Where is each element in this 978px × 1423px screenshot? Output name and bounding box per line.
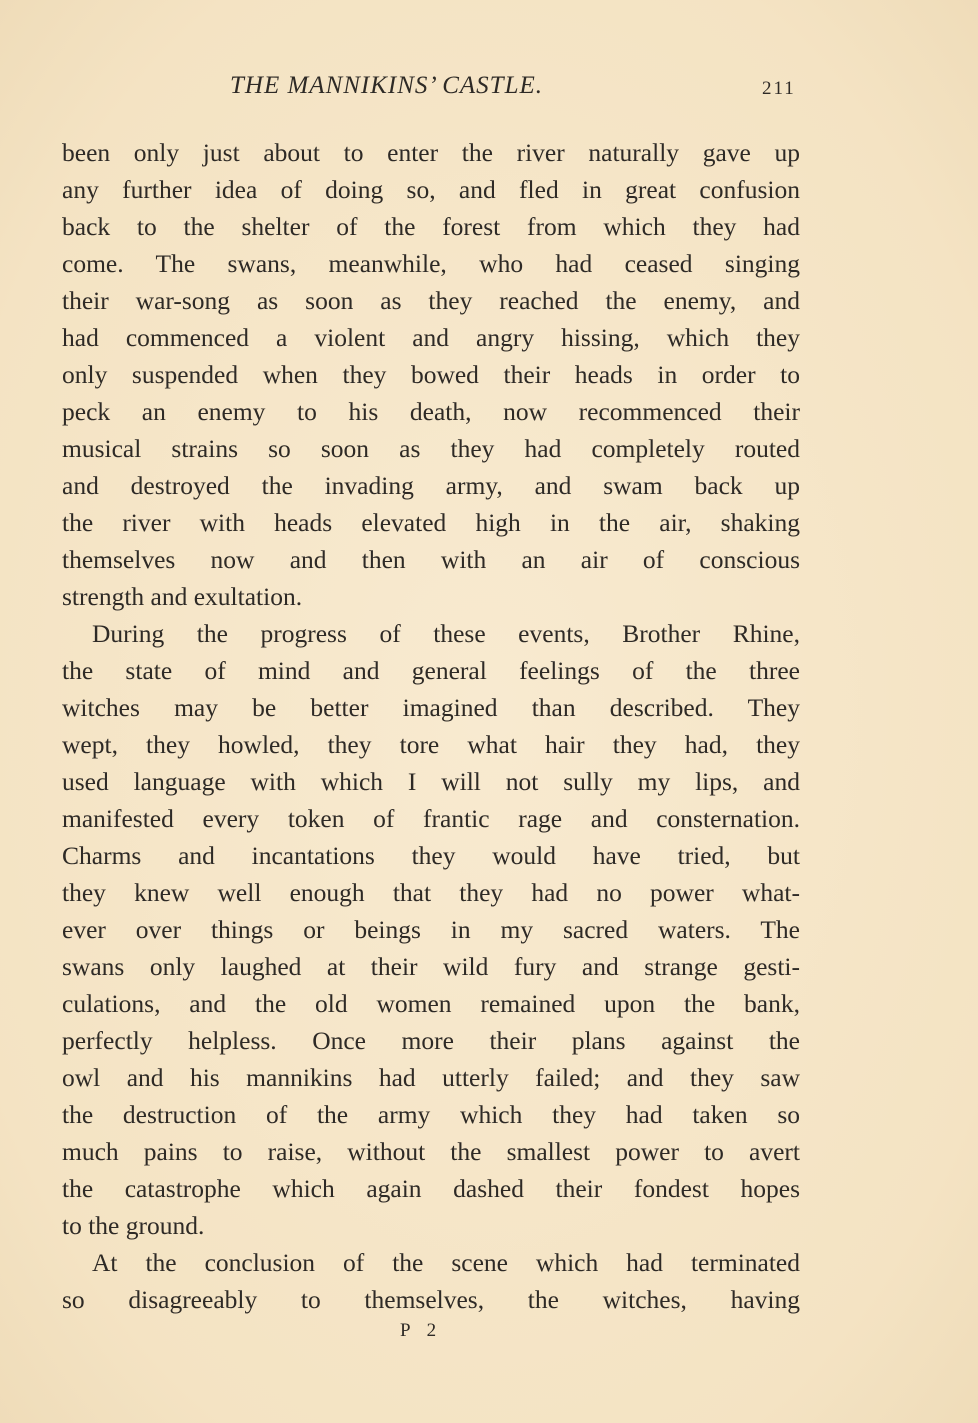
text-line: they knew well enough that they had no power what- bbox=[62, 878, 800, 907]
text-line: ever over things or beings in my sacred waters. The bbox=[62, 915, 800, 944]
text-line: witches may be better imagined than described. They bbox=[62, 693, 800, 722]
text-line: owl and his mannikins had utterly failed; and they saw bbox=[62, 1063, 800, 1092]
body-text bbox=[62, 134, 800, 1318]
text-line: themselves now and then with an air of conscious bbox=[62, 545, 800, 574]
text-line: During the progress of these events, Brother Rhine, bbox=[92, 619, 800, 648]
text-line: the state of mind and general feelings of the three bbox=[62, 656, 800, 685]
text-line: swans only laughed at their wild fury and strange gesti- bbox=[62, 952, 800, 981]
text-line: the river with heads elevated high in the air, shaking bbox=[62, 508, 800, 537]
page-number: 211 bbox=[762, 78, 796, 99]
text-line: much pains to raise, without the smallest power to avert bbox=[62, 1137, 800, 1166]
text-line: had commenced a violent and angry hissing, which they bbox=[62, 323, 800, 352]
text-line: to the ground. bbox=[62, 1211, 205, 1240]
text-line: the destruction of the army which they had taken so bbox=[62, 1100, 800, 1129]
text-line: and destroyed the invading army, and swam back up bbox=[62, 471, 800, 500]
text-line: any further idea of doing so, and fled in great confusion bbox=[62, 175, 800, 204]
text-line: peck an enemy to his death, now recommenced their bbox=[62, 397, 800, 426]
text-line: wept, they howled, they tore what hair they had, they bbox=[62, 730, 800, 759]
text-line: musical strains so soon as they had completely routed bbox=[62, 434, 800, 463]
running-header-title: THE MANNIKINS’ CASTLE. bbox=[230, 72, 544, 99]
text-line: come. The swans, meanwhile, who had ceased singing bbox=[62, 249, 800, 278]
text-line: only suspended when they bowed their heads in order to bbox=[62, 360, 800, 389]
text-line: the catastrophe which again dashed their fondest hopes bbox=[62, 1174, 800, 1203]
text-line: Charms and incantations they would have tried, but bbox=[62, 841, 800, 870]
text-line: strength and exultation. bbox=[62, 582, 303, 611]
text-line: their war-song as soon as they reached the enemy, and bbox=[62, 286, 800, 315]
text-line: manifested every token of frantic rage and consternation. bbox=[62, 804, 800, 833]
text-line: back to the shelter of the forest from which they had bbox=[62, 212, 800, 241]
text-line: used language with which I will not sully my lips, and bbox=[62, 767, 800, 796]
printer-signature-mark: P 2 bbox=[400, 1320, 443, 1341]
text-line: At the conclusion of the scene which had terminated bbox=[92, 1248, 800, 1277]
text-line: been only just about to enter the river naturally gave up bbox=[62, 138, 800, 167]
text-line: perfectly helpless. Once more their plans against the bbox=[62, 1026, 800, 1055]
text-line: so disagreeably to themselves, the witches, having bbox=[62, 1285, 800, 1314]
text-line: culations, and the old women remained upon the bank, bbox=[62, 989, 800, 1018]
